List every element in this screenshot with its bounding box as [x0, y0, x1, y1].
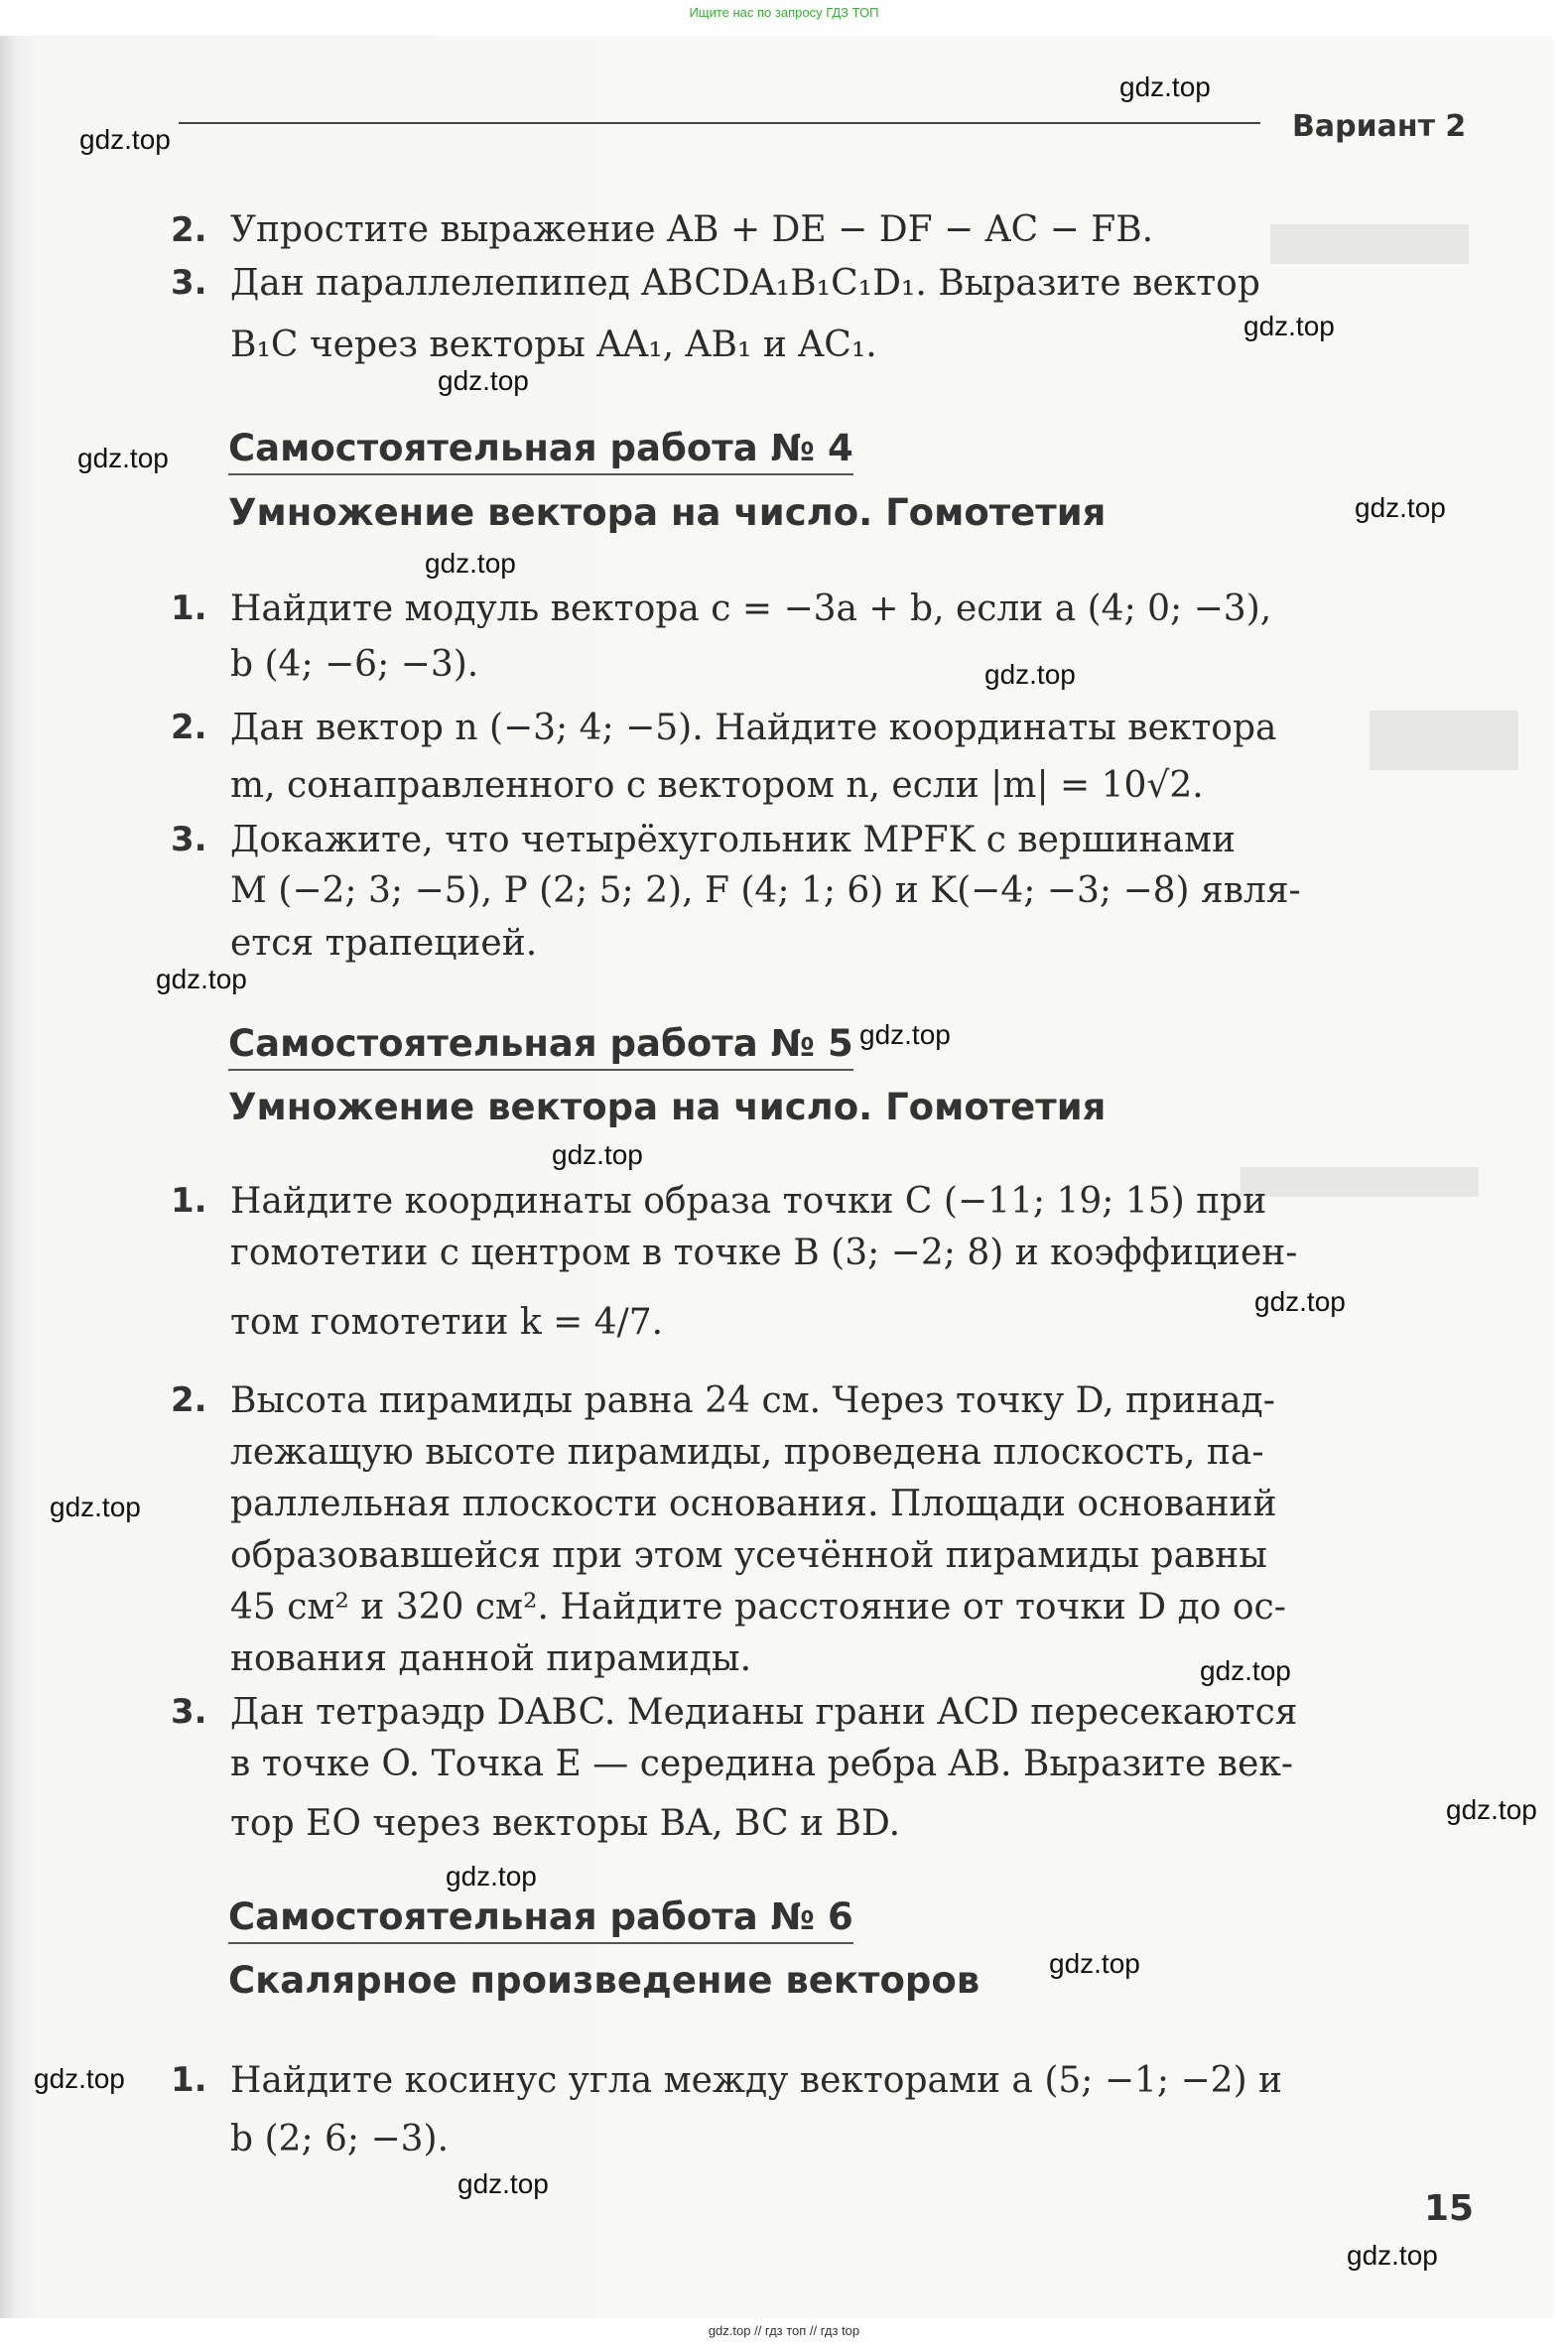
task-text: Дан вектор n (−3; 4; −5). Найдите координаты вектора [230, 708, 1277, 748]
task-number: 3. [171, 1692, 207, 1732]
section-title: Самостоятельная работа № 6 [228, 1895, 853, 1944]
section-subtitle: Скалярное произведение векторов [228, 1959, 980, 2002]
section-subtitle: Умножение вектора на число. Гомотетия [228, 1086, 1107, 1128]
task-number: 1. [171, 1181, 207, 1221]
watermark[interactable]: gdz.top [79, 124, 171, 155]
task-text: раллельная плоскости основания. Площади оснований [230, 1484, 1277, 1524]
task-text: Найдите косинус угла между векторами a (5; −1; −2) и [230, 2060, 1283, 2101]
watermark[interactable]: gdz.top [77, 443, 169, 473]
watermark[interactable]: gdz.top [1119, 71, 1211, 102]
task-text: Упростите выражение AB + DE − DF − AC − FB. [230, 209, 1154, 250]
bleed-through-shadow [1270, 224, 1469, 264]
task-text: Найдите модуль вектора c = −3a + b, если a (4; 0; −3), [230, 588, 1272, 629]
watermark[interactable]: gdz.top [438, 365, 529, 396]
watermark[interactable]: gdz.top [156, 964, 247, 994]
task-text: b (4; −6; −3). [230, 644, 479, 685]
task-text: нования данной пирамиды. [230, 1638, 752, 1679]
watermark[interactable]: gdz.top [1200, 1655, 1291, 1686]
watermark[interactable]: gdz.top [1254, 1286, 1346, 1317]
watermark[interactable]: gdz.top [1243, 311, 1335, 341]
watermark[interactable]: gdz.top [984, 659, 1076, 690]
watermark[interactable]: gdz.top [34, 2063, 125, 2094]
task-number: 3. [171, 820, 207, 859]
watermark[interactable]: gdz.top [859, 1019, 951, 1050]
bottom-banner[interactable]: gdz.top // гдз топ // гдз top [708, 2323, 860, 2338]
task-text: лежащую высоте пирамиды, проведена плоскость, па- [230, 1432, 1264, 1473]
task-number: 2. [171, 210, 207, 250]
watermark[interactable]: gdz.top [425, 548, 516, 579]
task-text: том гомотетии k = 4/7. [230, 1302, 664, 1343]
task-text: образовавшейся при этом усечённой пирамиды равны [230, 1535, 1267, 1576]
task-text: b (2; 6; −3). [230, 2119, 450, 2159]
watermark[interactable]: gdz.top [552, 1139, 643, 1170]
task-text: в точке O. Точка E — середина ребра AB. Выразите век- [230, 1744, 1294, 1784]
watermark[interactable]: gdz.top [1049, 1948, 1140, 1979]
task-text: Найдите координаты образа точки C (−11; 19; 15) при [230, 1181, 1267, 1222]
watermark[interactable]: gdz.top [1347, 2240, 1438, 2271]
task-text: гомотетии с центром в точке B (3; −2; 8) и коэффициен- [230, 1233, 1298, 1273]
task-number: 2. [171, 708, 207, 747]
watermark[interactable]: gdz.top [50, 1492, 141, 1522]
top-banner[interactable]: Ищите нас по запросу ГДЗ ТОП [689, 5, 879, 20]
task-text: m, сонаправленного с вектором n, если |m| = 10√2. [230, 765, 1204, 806]
watermark[interactable]: gdz.top [446, 1861, 537, 1892]
section-title: Самостоятельная работа № 5 [228, 1022, 853, 1071]
task-text: Дан тетраэдр DABC. Медианы грани ACD пересекаются [230, 1692, 1298, 1733]
task-text: M (−2; 3; −5), P (2; 5; 2), F (4; 1; 6) и K(−4; −3; −8) явля- [230, 870, 1301, 911]
task-number: 3. [171, 263, 207, 303]
watermark[interactable]: gdz.top [457, 2168, 549, 2199]
task-text: 45 см² и 320 см². Найдите расстояние от точки D до ос- [230, 1587, 1286, 1628]
header-rule [179, 122, 1260, 124]
bleed-through-shadow [1241, 1167, 1479, 1197]
task-text: ется трапецией. [230, 923, 538, 964]
variant-label: Вариант 2 [1292, 109, 1467, 144]
watermark[interactable]: gdz.top [1446, 1794, 1537, 1825]
task-text: тор EO через векторы BA, BC и BD. [230, 1803, 901, 1844]
page-number: 15 [1424, 2188, 1475, 2229]
task-text: Дан параллелепипед ABCDA₁B₁C₁D₁. Выразите вектор [230, 263, 1260, 304]
task-number: 2. [171, 1380, 207, 1420]
task-number: 1. [171, 588, 207, 628]
watermark[interactable]: gdz.top [1355, 492, 1446, 523]
task-text: B₁C через векторы AA₁, AB₁ и AC₁. [230, 325, 877, 365]
section-title: Самостоятельная работа № 4 [228, 427, 853, 475]
task-text: Докажите, что четырёхугольник MPFK с вершинами [230, 820, 1236, 860]
task-number: 1. [171, 2060, 207, 2100]
task-text: Высота пирамиды равна 24 см. Через точку D, принад- [230, 1380, 1275, 1421]
section-subtitle: Умножение вектора на число. Гомотетия [228, 491, 1107, 534]
bleed-through-shadow [1370, 711, 1518, 770]
